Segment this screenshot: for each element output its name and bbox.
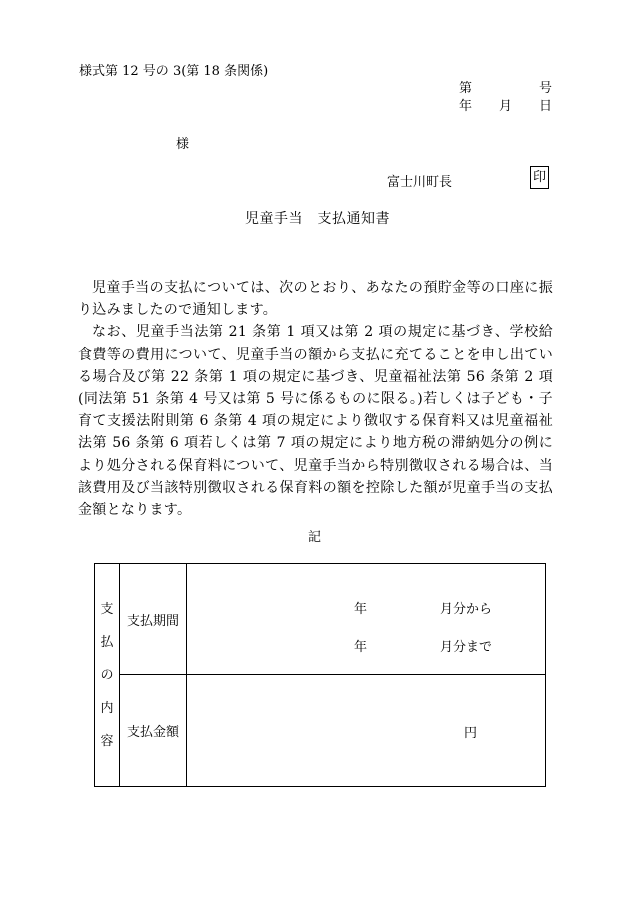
period-to-month: 月分まで [440,640,493,655]
date-year: 年 [459,99,473,114]
document-title: 児童手当 支払通知書 [245,211,390,227]
side-label-char: 支 [100,601,114,617]
payment-contents-label [95,564,120,787]
payment-amount-label: 支払金額 [120,675,187,787]
side-label-char: の [100,667,114,683]
date-month: 月 [499,99,513,114]
form-number: 様式第 12 号の 3(第 18 条関係) [79,64,269,79]
side-label-char: 容 [100,733,114,749]
issuer-name: 富士川町長 [387,175,453,190]
seal-box: 印 [530,166,549,189]
side-label-char: 内 [100,700,114,716]
document-number-suffix: 号 [539,81,553,96]
body-paragraph-1: 児童手当の支払については、次のとおり、あなたの預貯金等の口座に振り込みましたので通知します。 [78,280,553,319]
date-day: 日 [539,99,553,114]
period-from-year: 年 [354,602,368,617]
document-number-prefix: 第 [459,81,473,96]
period-to-year: 年 [354,640,368,655]
amount-unit: 円 [464,726,478,741]
body-text [78,277,553,521]
payment-details-table [94,563,546,787]
payment-period-cell [187,564,546,675]
body-paragraph-2: なお、児童手当法第 21 条第 1 項又は第 2 項の規定に基づき、学校給食費等の費用について、児童手当の額から支払に充てることを申し出ている場合及び第 22 条第 1 項の規定に基づき、児童福祉法第 56 条第 2 項(同法第 51 条第 4 号又は第 5 号に係るものに限る。)若しくは子ども・子育て支援法附則第 6 条第 4 項の規定により徴収する保育料又は児童福祉法第 56 条第 6 項若しくは第 7 項の規定により地方税の滞納処分の例により処分される保育料について、児童手当から特別徴収される場合は、当該費用及び当該特別徴収される保育料の額を控除した額が児童手当の支払金額となります。 [78,324,553,519]
side-label-char: 払 [100,634,114,650]
payment-amount-cell [187,675,546,787]
ki-heading: 記 [308,530,322,545]
recipient-honorific: 様 [176,137,190,152]
payment-period-label: 支払期間 [120,564,187,675]
period-from-month: 月分から [440,602,493,617]
